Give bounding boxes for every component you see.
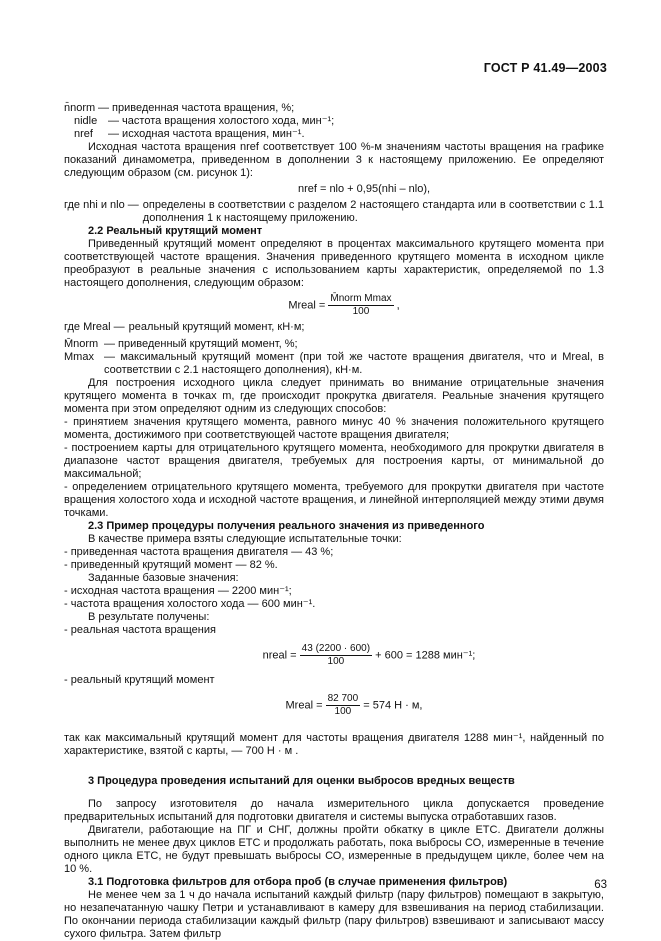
example-line: В качестве примера взяты следующие испытательные точки: bbox=[88, 533, 402, 545]
definition-term: nref bbox=[74, 128, 93, 140]
fraction-numerator: 82 700 bbox=[327, 693, 359, 704]
definition-term: n̄norm bbox=[64, 102, 96, 114]
where-term: где Mreal — bbox=[64, 321, 125, 333]
definition-text: — приведенная частота вращения, %; bbox=[98, 102, 295, 114]
definition-term: nidle bbox=[74, 115, 98, 127]
section-3-1-heading: 3.1 Подготовка фильтров для отбора проб (в случае применения фильтров) bbox=[88, 876, 508, 888]
fraction-denominator: 100 bbox=[352, 306, 370, 317]
example-line: - приведенный крутящий момент — 82 %. bbox=[64, 559, 278, 571]
paragraph-since: так как максимальный крутящий момент для частоты вращения двигателя 1288 мин⁻¹, найденный по характеристике, взятой с карты, — 700 Н · м . bbox=[64, 732, 604, 757]
paragraph-build-cycle: Для построения исходного цикла следует принимать во внимание отрицательные значения крутящего момента в точках m, где происходит прокрутка двигателя. Реальные значения крутящего момента при этом определяют одним из следующих способов: bbox=[64, 377, 604, 415]
example-line: - реальный крутящий момент bbox=[64, 674, 215, 686]
definition-row bbox=[64, 338, 604, 351]
example-line: - частота вращения холостого хода — 600 мин⁻¹. bbox=[64, 598, 316, 610]
definition-term: M̄norm bbox=[64, 338, 99, 350]
where-text: реальный крутящий момент, кН·м; bbox=[128, 321, 305, 333]
definition-text: — исходная частота вращения, мин⁻¹. bbox=[108, 128, 305, 140]
example-line: Заданные базовые значения: bbox=[88, 572, 239, 584]
page-body bbox=[64, 102, 604, 941]
fraction-denominator: 100 bbox=[334, 706, 352, 717]
bullet-item: - построением карты для отрицательного крутящего момента, необходимого для прокрутки двигателя в диапазоне частот вращения двигателя, требуемых для построения карты, от минимальной до максимальной; bbox=[64, 442, 604, 480]
where-text: определены в соответствии с разделом 2 настоящего стандарта или в соответствии с 1.1 дополнения 1 к настоящему приложению. bbox=[142, 199, 604, 224]
definition-text: — приведенный крутящий момент, %; bbox=[104, 338, 298, 350]
formula-fraction bbox=[328, 293, 393, 318]
formula-fraction bbox=[326, 693, 361, 718]
formula-tail: = 574 Н · м, bbox=[363, 699, 423, 712]
definitions-block-1 bbox=[64, 102, 604, 141]
formula-lhs: Mreal = bbox=[288, 299, 326, 312]
formula-tail: + 600 = 1288 мин⁻¹; bbox=[375, 649, 476, 662]
where-clause-2 bbox=[64, 321, 604, 334]
example-line: В результате получены: bbox=[88, 611, 210, 623]
paragraph-3-1: Не менее чем за 1 ч до начала испытаний каждый фильтр (пару фильтров) помещают в закрытую, но незапечатанную чашку Петри и устанавливают в камеру для взвешивания на период стабилизации. По окончании периода стабилизации каждый фильтр (пару фильтров) взвешивают и записывают массу сухого фильтра. Затем фильтр bbox=[64, 889, 604, 940]
formula-nreal bbox=[64, 643, 604, 668]
definition-term: Mmax bbox=[64, 351, 94, 363]
formula-mreal bbox=[64, 293, 604, 318]
fraction-denominator: 100 bbox=[327, 656, 345, 667]
formula-mreal-example bbox=[64, 693, 604, 718]
definition-text: — частота вращения холостого хода, мин⁻¹; bbox=[108, 115, 335, 127]
paragraph-3a: По запросу изготовителя до начала измерительного цикла допускается проведение предварительных испытаний для подготовки двигателя и системы выпуска отработавших газов. bbox=[64, 798, 604, 823]
paragraph-2-2: Приведенный крутящий момент определяют в процентах максимального крутящего момента при соответствующей частоте вращения. Значения приведенного крутящего момента в исходном цикле преобразуют в реальные значения с использованием карты характеристик, определяемой по 1.3 настоящего дополнения, следующим образом: bbox=[64, 238, 604, 289]
formula-tail: , bbox=[396, 299, 400, 312]
standard-code-header: ГОСТ Р 41.49—2003 bbox=[483, 61, 607, 75]
definition-text: — максимальный крутящий момент (при той же частоте вращения двигателя, что и Mreal, в соответствии с 2.1 настоящего дополнения), кН·м. bbox=[104, 351, 604, 376]
definition-row bbox=[64, 115, 604, 128]
formula-lhs: Mreal = bbox=[285, 699, 323, 712]
page-number: 63 bbox=[594, 879, 607, 891]
example-line: - приведенная частота вращения двигателя — 43 %; bbox=[64, 546, 334, 558]
where-term: где nhi и nlo — bbox=[64, 199, 139, 211]
definition-row bbox=[64, 102, 604, 115]
fraction-numerator: 43 (2200 · 600) bbox=[301, 643, 371, 654]
definition-row bbox=[64, 128, 604, 141]
section-3-heading: 3 Процедура проведения испытаний для оценки выбросов вредных веществ bbox=[88, 775, 515, 787]
formula-lhs: nreal = bbox=[262, 649, 297, 662]
formula-nref: nref = nlo + 0,95(nhi – nlo), bbox=[297, 183, 431, 195]
bullet-item: - принятием значения крутящего момента, равного минус 40 % значения положительного крутящего момента, достижимого при соответствующей частоте вращения двигателя; bbox=[64, 416, 604, 441]
bullet-item: - определением отрицательного крутящего момента, требуемого для прокрутки двигателя при частоте вращения холостого хода и исходной частоте вращения, и линейной интерполяцией между этими двумя точками. bbox=[64, 481, 604, 519]
example-line: - реальная частота вращения bbox=[64, 624, 216, 636]
example-line: - исходная частота вращения — 2200 мин⁻¹; bbox=[64, 585, 292, 597]
section-2-2-heading: 2.2 Реальный крутящий момент bbox=[88, 225, 263, 237]
fraction-numerator: M̄norm Mmax bbox=[330, 293, 392, 304]
paragraph-nref: Исходная частота вращения nref соответствует 100 %-м значениям частоты вращения на графике показаний динамометра, приведенном в дополнении 3 к настоящему приложению. Ее определяют следующим образом (см. рисунок 1): bbox=[64, 141, 604, 179]
where-clause-1 bbox=[64, 199, 604, 225]
paragraph-3b: Двигатели, работающие на ПГ и СНГ, должны пройти обкатку в цикле ЕТС. Двигатели должны выполнить не менее двух циклов ЕТС и продолжать работать, пока выбросы СО, измеренные в течение одного цикла ЕТС, не будут превышать выбросы СО, измеренные в предыдущем цикле, более чем на 10 %. bbox=[64, 824, 604, 875]
section-2-3-heading: 2.3 Пример процедуры получения реального значения из приведенного bbox=[88, 520, 485, 532]
formula-fraction bbox=[300, 643, 372, 668]
definition-row bbox=[64, 351, 604, 377]
